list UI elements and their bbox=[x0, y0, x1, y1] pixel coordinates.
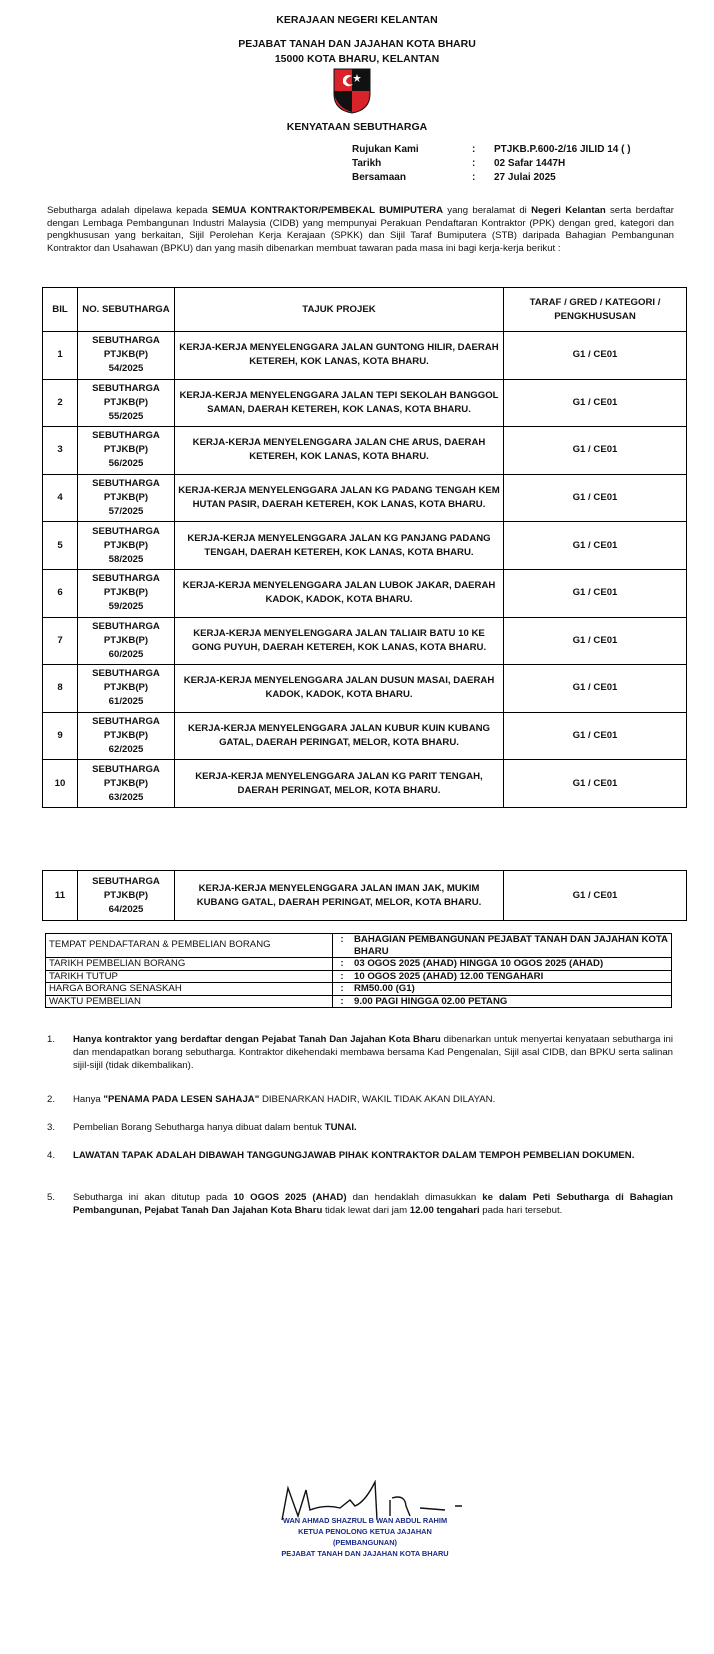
row-no: SEBUTHARGA PTJKB(P) 62/2025 bbox=[78, 712, 175, 760]
ref-rujukan-label: Rujukan Kami bbox=[352, 144, 419, 155]
document-title: KENYATAAN SEBUTHARGA bbox=[286, 121, 428, 133]
row-no: SEBUTHARGA PTJKB(P) 57/2025 bbox=[78, 474, 175, 522]
note-2: 2. Hanya "PENAMA PADA LESEN SAHAJA" DIBENARKAN HADIR, WAKIL TIDAK AKAN DILAYAN. bbox=[47, 1094, 496, 1105]
row-no: SEBUTHARGA PTJKB(P) 58/2025 bbox=[78, 522, 175, 570]
header-line3: 15000 KOTA BHARU, KELANTAN bbox=[274, 53, 440, 65]
col-no: NO. SEBUTHARGA bbox=[78, 288, 175, 332]
col-taraf: TARAF / GRED / KATEGORI / PENGKHUSUSAN bbox=[504, 288, 687, 332]
row-bil: 5 bbox=[43, 522, 78, 570]
row-no: SEBUTHARGA PTJKB(P) 59/2025 bbox=[78, 569, 175, 617]
table-row bbox=[43, 569, 687, 617]
row-no: SEBUTHARGA PTJKB(P) 63/2025 bbox=[78, 760, 175, 808]
row-tajuk: KERJA-KERJA MENYELENGGARA JALAN KG PADANG TENGAH KEM HUTAN PASIR, DAERAH KETEREH, KOK LANAS, KOTA BHARU. bbox=[175, 474, 504, 522]
note-1: 1. Hanya kontraktor yang berdaftar dengan Pejabat Tanah Dan Jajahan Kota Bharu dibenarkan untuk menyertai kenyataan sebutharga ini dan mendapatkan borang sebutharga. Kontraktor dikehendaki membawa bersama Kad Pengenalan, Sijil asal CIDB, dan BPKU serta salinan sijil-sijil (tidak dikembalikan). bbox=[47, 1034, 673, 1071]
row-taraf: G1 / CE01 bbox=[504, 522, 687, 570]
row-tajuk: KERJA-KERJA MENYELENGGARA JALAN LUBOK JAKAR, DAERAH KADOK, KADOK, KOTA BHARU. bbox=[175, 569, 504, 617]
kelantan-crest-icon bbox=[333, 68, 371, 114]
table-row bbox=[43, 332, 687, 380]
row-bil: 1 bbox=[43, 332, 78, 380]
row-bil: 7 bbox=[43, 617, 78, 665]
col-bil: BIL bbox=[43, 288, 78, 332]
info-row: TARIKH PEMBELIAN BORANG : 03 OGOS 2025 (AHAD) HINGGA 10 OGOS 2025 (AHAD) bbox=[46, 958, 672, 971]
row-taraf: G1 / CE01 bbox=[504, 569, 687, 617]
row-taraf: G1 / CE01 bbox=[504, 332, 687, 380]
table-row bbox=[43, 712, 687, 760]
note-3: 3. Pembelian Borang Sebutharga hanya dibuat dalam bentuk TUNAI. bbox=[47, 1122, 357, 1133]
info-row: WAKTU PEMBELIAN : 9.00 PAGI HINGGA 02.00 PETANG bbox=[46, 995, 672, 1008]
row-no: SEBUTHARGA PTJKB(P) 54/2025 bbox=[78, 332, 175, 380]
table-row: 11 SEBUTHARGA PTJKB(P) 64/2025 KERJA-KERJA MENYELENGGARA JALAN IMAN JAK, MUKIM KUBANG GATAL, DAERAH PERINGAT, MELOR, KOTA BHARU. G1 / CE01 bbox=[43, 871, 687, 921]
row-tajuk: KERJA-KERJA MENYELENGGARA JALAN TALIAIR BATU 10 KE GONG PUYUH, DAERAH KETEREH, KOK LANAS, KOTA BHARU. bbox=[175, 617, 504, 665]
intro-paragraph: Sebutharga adalah dipelawa kepada SEMUA KONTRAKTOR/PEMBEKAL BUMIPUTERA yang beralamat di Negeri Kelantan serta berdaftar dengan Lembaga Pembangunan Industri Malaysia (CIDB) yang mempunyai Perakuan Pendaftaran Kontraktor (PPK) dengan gred, kategori dan pengkhususan yang berkaitan, Sijil Perolehan Kerja Kerajaan (SPKK) dan Sijil Taraf Bumiputera (STB) daripada Bahagian Pembangunan Kontraktor dan Usahawan (BPKU) dan yang masih dibenarkan membuat tawaran pada masa ini bagi kerja-kerja berikut : bbox=[47, 205, 674, 254]
row-taraf: G1 / CE01 bbox=[504, 665, 687, 713]
row-taraf: G1 / CE01 bbox=[504, 379, 687, 427]
quotation-table-continued bbox=[42, 870, 687, 921]
signatory-title: KETUA PENOLONG KETUA JAJAHAN bbox=[298, 1527, 432, 1536]
row-no: SEBUTHARGA PTJKB(P) 60/2025 bbox=[78, 617, 175, 665]
row-tajuk: KERJA-KERJA MENYELENGGARA JALAN KG PARIT TENGAH, DAERAH PERINGAT, MELOR, KOTA BHARU. bbox=[175, 760, 504, 808]
registration-info-table bbox=[45, 933, 672, 1008]
row-tajuk: KERJA-KERJA MENYELENGGARA JALAN CHE ARUS, DAERAH KETEREH, KOK LANAS, KOTA BHARU. bbox=[175, 427, 504, 475]
table-row bbox=[43, 665, 687, 713]
row-taraf: G1 / CE01 bbox=[504, 427, 687, 475]
note-4: 4. LAWATAN TAPAK ADALAH DIBAWAH TANGGUNGJAWAB PIHAK KONTRAKTOR DALAM TEMPOH PEMBELIAN DOKUMEN. bbox=[47, 1150, 635, 1161]
row-no: SEBUTHARGA PTJKB(P) 56/2025 bbox=[78, 427, 175, 475]
signatory-name: WAN AHMAD SHAZRUL B WAN ABDUL RAHIM bbox=[282, 1516, 448, 1525]
row-bil: 8 bbox=[43, 665, 78, 713]
table-row bbox=[43, 474, 687, 522]
note-5: 5. Sebutharga ini akan ditutup pada 10 OGOS 2025 (AHAD) dan hendaklah dimasukkan ke dalam Peti Sebutharga di Bahagian Pembangunan, Pejabat Tanah Dan Jajahan Kota Bharu tidak lewat dari jam 12.00 tengahari pada hari tersebut. bbox=[47, 1192, 673, 1216]
header-line2: PEJABAT TANAH DAN JAJAHAN KOTA BHARU bbox=[238, 38, 476, 50]
row-no: SEBUTHARGA PTJKB(P) 61/2025 bbox=[78, 665, 175, 713]
row-tajuk: KERJA-KERJA MENYELENGGARA JALAN KUBUR KUIN KUBANG GATAL, DAERAH PERINGAT, MELOR, KOTA BHARU. bbox=[175, 712, 504, 760]
row-bil: 4 bbox=[43, 474, 78, 522]
col-tajuk: TAJUK PROJEK bbox=[175, 288, 504, 332]
row-taraf: G1 / CE01 bbox=[504, 712, 687, 760]
row-tajuk: KERJA-KERJA MENYELENGGARA JALAN TEPI SEKOLAH BANGGOL SAMAN, DAERAH KETEREH, KOK LANAS, KOTA BHARU. bbox=[175, 379, 504, 427]
row-bil: 9 bbox=[43, 712, 78, 760]
info-row: TARIKH TUTUP : 10 OGOS 2025 (AHAD) 12.00 TENGAHARI bbox=[46, 970, 672, 983]
row-bil: 10 bbox=[43, 760, 78, 808]
signatory-office: PEJABAT TANAH DAN JAJAHAN KOTA BHARU bbox=[281, 1549, 449, 1558]
table-row bbox=[43, 379, 687, 427]
row-bil: 6 bbox=[43, 569, 78, 617]
row-tajuk: KERJA-KERJA MENYELENGGARA JALAN KG PANJANG PADANG TENGAH, DAERAH KETEREH, KOK LANAS, KOTA BHARU. bbox=[175, 522, 504, 570]
header-line1: KERAJAAN NEGERI KELANTAN bbox=[276, 14, 438, 26]
row-bil: 3 bbox=[43, 427, 78, 475]
table-row bbox=[43, 427, 687, 475]
ref-rujukan-value: PTJKB.P.600-2/16 JILID 14 ( ) bbox=[494, 144, 631, 155]
row-taraf: G1 / CE01 bbox=[504, 617, 687, 665]
quotation-table bbox=[42, 287, 687, 808]
row-tajuk: KERJA-KERJA MENYELENGGARA JALAN GUNTONG HILIR, DAERAH KETEREH, KOK LANAS, KOTA BHARU. bbox=[175, 332, 504, 380]
row-taraf: G1 / CE01 bbox=[504, 474, 687, 522]
table-row bbox=[43, 617, 687, 665]
row-bil: 2 bbox=[43, 379, 78, 427]
info-row: HARGA BORANG SENASKAH : RM50.00 (G1) bbox=[46, 983, 672, 996]
row-taraf: G1 / CE01 bbox=[504, 760, 687, 808]
signatory-department: (PEMBANGUNAN) bbox=[332, 1538, 398, 1547]
table-row bbox=[43, 522, 687, 570]
table-row bbox=[43, 760, 687, 808]
info-row: TEMPAT PENDAFTARAN & PEMBELIAN BORANG : BAHAGIAN PEMBANGUNAN PEJABAT TANAH DAN JAJAHAN KOTA BHARU bbox=[46, 934, 672, 958]
row-no: SEBUTHARGA PTJKB(P) 55/2025 bbox=[78, 379, 175, 427]
row-tajuk: KERJA-KERJA MENYELENGGARA JALAN DUSUN MASAI, DAERAH KADOK, KADOK, KOTA BHARU. bbox=[175, 665, 504, 713]
